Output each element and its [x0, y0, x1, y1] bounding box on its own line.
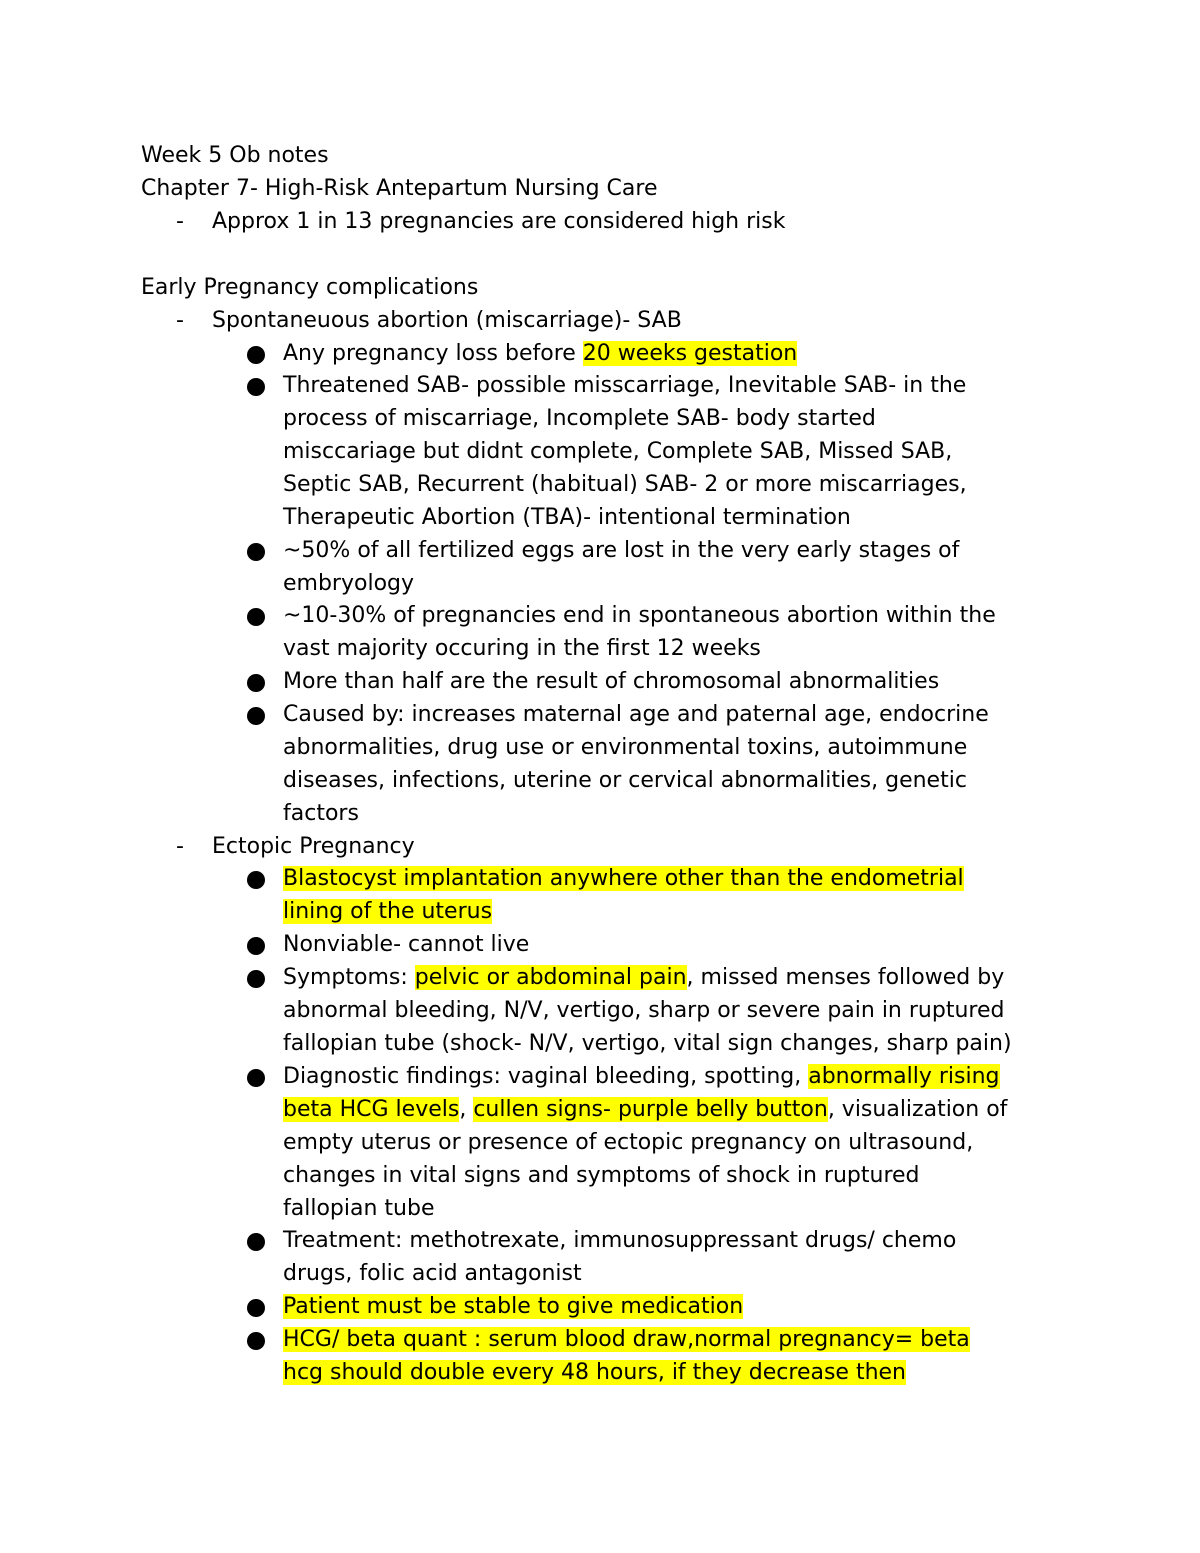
sab-bullet-1: [283, 337, 797, 370]
sab-bullet-2-line: misccariage but didnt complete, Complete SAB, Missed SAB,: [283, 439, 953, 464]
dash-marker: -: [176, 308, 184, 333]
sab-bullet-5: More than half are the result of chromosomal abnormalities: [283, 669, 940, 694]
ectopic-bullet-6: [283, 1290, 743, 1323]
sab-bullet-4-line: vast majority occuring in the first 12 weeks: [283, 636, 761, 661]
highlighted-text: cullen signs- purple belly button: [473, 1097, 828, 1122]
highlighted-text: HCG/ beta quant : serum blood draw,normal pregnancy= beta: [283, 1327, 970, 1352]
bullet-icon: [247, 707, 265, 725]
ectopic-bullet-7-line: [283, 1323, 970, 1356]
dash-marker: -: [176, 209, 184, 234]
sab-bullet-2-line: Septic SAB, Recurrent (habitual) SAB- 2 or more miscarriages,: [283, 472, 967, 497]
sab-bullet-6-line: abnormalities, drug use or environmental toxins, autoimmune: [283, 735, 968, 760]
ectopic-bullet-5-line: drugs, folic acid antagonist: [283, 1261, 582, 1286]
text-run: Symptoms:: [283, 965, 415, 990]
ectopic-bullet-4-line: [283, 1093, 1007, 1126]
dash-marker: -: [176, 834, 184, 859]
bullet-icon: [247, 937, 265, 955]
sab-bullet-3-line: ~50% of all fertilized eggs are lost in the very early stages of: [283, 538, 960, 563]
bullet-icon: [247, 1299, 265, 1317]
ectopic-bullet-3-line: [283, 961, 1004, 994]
highlighted-text: pelvic or abdominal pain: [414, 965, 687, 990]
ectopic-title: Ectopic Pregnancy: [212, 834, 415, 859]
sab-bullet-4-line: ~10-30% of pregnancies end in spontaneous abortion within the: [283, 603, 996, 628]
text-run: Diagnostic findings: vaginal bleeding, spotting,: [283, 1064, 809, 1089]
ectopic-bullet-4-line: [283, 1060, 1000, 1093]
highlighted-text: hcg should double every 48 hours, if they decrease then: [283, 1360, 907, 1385]
ectopic-bullet-4-line: fallopian tube: [283, 1196, 435, 1221]
bullet-icon: [247, 543, 265, 561]
bullet-icon: [247, 871, 265, 889]
bullet-icon: [247, 1069, 265, 1087]
ectopic-bullet-1-line: [283, 862, 964, 895]
ectopic-bullet-5-line: Treatment: methotrexate, immunosuppressant drugs/ chemo: [283, 1228, 957, 1253]
ectopic-bullet-7-line: [283, 1356, 906, 1389]
bullet-icon: [247, 346, 265, 364]
highlighted-text: 20 weeks gestation: [582, 341, 798, 366]
sab-bullet-6-line: Caused by: increases maternal age and paternal age, endocrine: [283, 702, 989, 727]
sab-title: Spontaneuous abortion (miscarriage)- SAB: [212, 308, 682, 333]
intro-item: Approx 1 in 13 pregnancies are considered high risk: [212, 209, 786, 234]
sab-bullet-6-line: factors: [283, 801, 359, 826]
chapter-heading: Chapter 7- High-Risk Antepartum Nursing Care: [141, 176, 658, 201]
sab-bullet-3-line: embryology: [283, 571, 415, 596]
sab-bullet-6-line: diseases, infections, uterine or cervical abnormalities, genetic: [283, 768, 967, 793]
bullet-icon: [247, 608, 265, 626]
text-run: , missed menses followed by: [686, 965, 1005, 990]
section-heading: Early Pregnancy complications: [141, 275, 479, 300]
ectopic-bullet-3-line: abnormal bleeding, N/V, vertigo, sharp or severe pain in ruptured: [283, 998, 1005, 1023]
text-run: , visualization of: [827, 1097, 1008, 1122]
text-run: ,: [459, 1097, 474, 1122]
bullet-icon: [247, 378, 265, 396]
sab-bullet-2-line: Threatened SAB- possible misscarriage, Inevitable SAB- in the: [283, 373, 967, 398]
highlighted-text: abnormally rising: [808, 1064, 1000, 1089]
highlighted-text: Patient must be stable to give medication: [283, 1294, 744, 1319]
doc-title: Week 5 Ob notes: [141, 143, 329, 168]
bullet-icon: [247, 1233, 265, 1251]
text-run: Any pregnancy loss before: [283, 341, 583, 366]
ectopic-bullet-4-line: empty uterus or presence of ectopic pregnancy on ultrasound,: [283, 1130, 974, 1155]
ectopic-bullet-4-line: changes in vital signs and symptoms of shock in ruptured: [283, 1163, 920, 1188]
sab-bullet-2-line: Therapeutic Abortion (TBA)- intentional termination: [283, 505, 851, 530]
highlighted-text: beta HCG levels: [283, 1097, 460, 1122]
bullet-icon: [247, 1332, 265, 1350]
ectopic-bullet-2: Nonviable- cannot live: [283, 932, 530, 957]
sab-bullet-2-line: process of miscarriage, Incomplete SAB- body started: [283, 406, 876, 431]
ectopic-bullet-1-line: [283, 895, 492, 928]
highlighted-text: lining of the uterus: [283, 899, 493, 924]
bullet-icon: [247, 674, 265, 692]
highlighted-text: Blastocyst implantation anywhere other than the endometrial: [283, 866, 964, 891]
ectopic-bullet-3-line: fallopian tube (shock- N/V, vertigo, vital sign changes, sharp pain): [283, 1031, 1012, 1056]
bullet-icon: [247, 970, 265, 988]
